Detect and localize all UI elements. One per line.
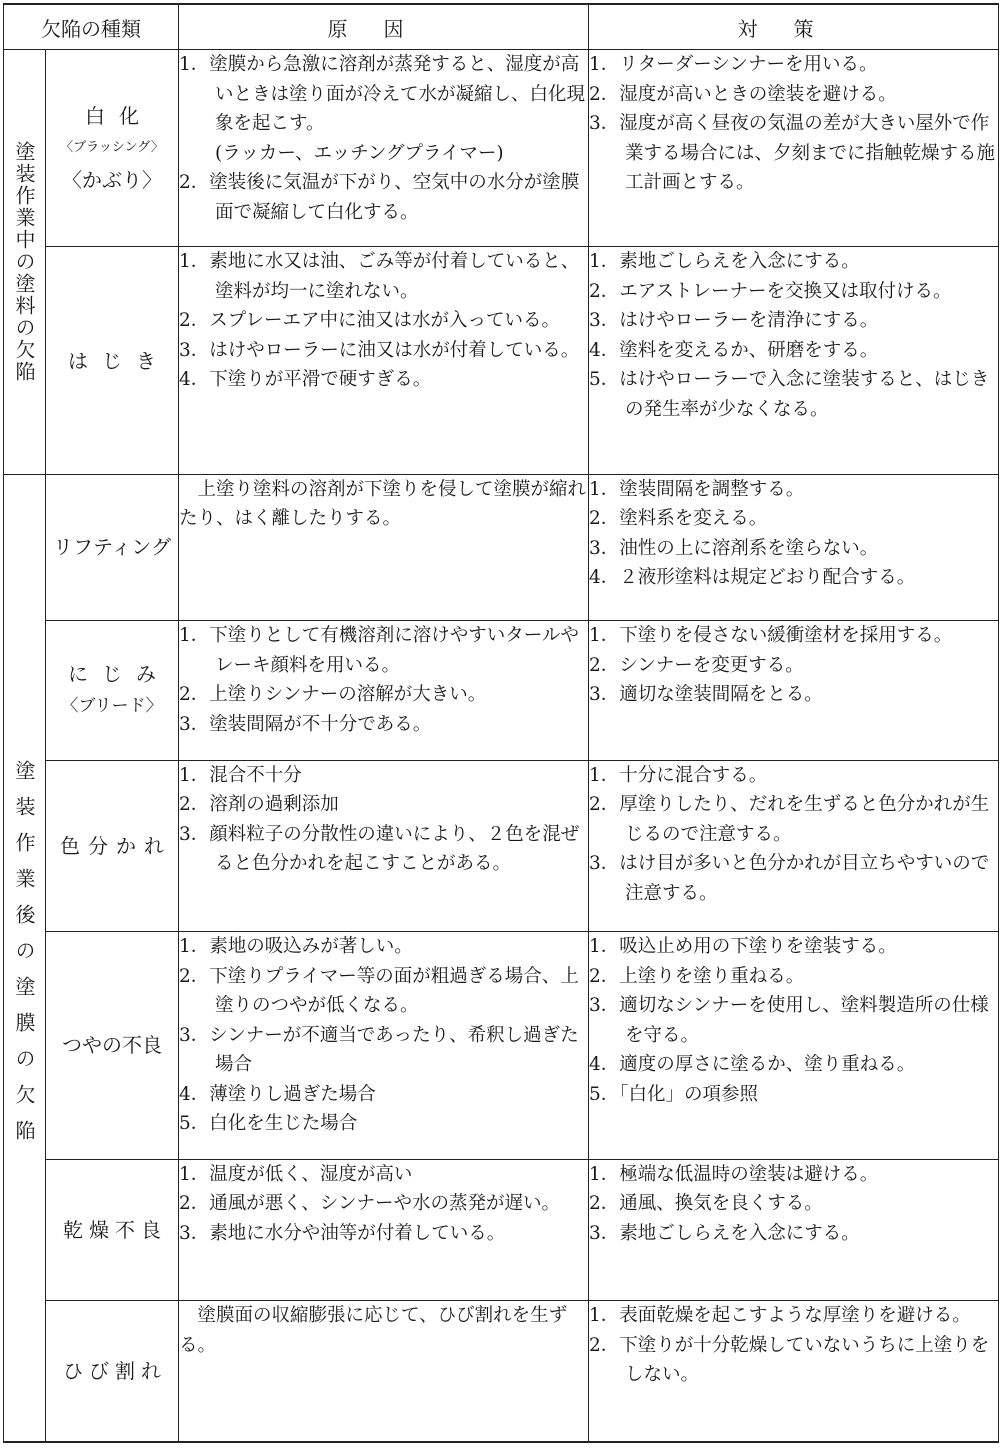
remedy-item: 1．素地ごしらえを入念にする。	[589, 251, 860, 273]
cause-item: 2．下塗りプライマー等の面が粗過ぎる場合、上塗りのつやが低くなる。	[179, 965, 579, 1017]
cause-text: 上塗り塗料の溶剤が下塗りを侵して塗膜が縮れたり、はく離したりする。	[179, 478, 587, 530]
remedy-item: 1．塗装間隔を調整する。	[589, 478, 805, 500]
cause-cell	[179, 760, 589, 932]
cause-item: 2．上塗りシンナーの溶解が大きい。	[179, 684, 487, 706]
row-hajiki	[4, 247, 999, 474]
row-lifting	[4, 474, 999, 620]
remedy-item: 2．塗料系を変える。	[589, 508, 768, 530]
remedy-item: 1．十分に混合する。	[589, 764, 768, 786]
cause-item: 3．はけやローラーに油又は水が付着している。	[179, 339, 580, 361]
cause-cell	[179, 1301, 589, 1443]
remedy-item: 2．湿度が高いときの塗装を避ける。	[589, 83, 897, 105]
defect-name	[46, 247, 179, 474]
row-iro-wakare	[4, 760, 999, 932]
defect-name-text: ひび割れ	[63, 1359, 167, 1383]
remedy-cell	[589, 760, 999, 932]
remedy-item: 2．エアストレーナーを交換又は取付ける。	[589, 280, 952, 302]
cause-cell	[179, 621, 589, 760]
cause-item: 1．混合不十分	[179, 764, 302, 786]
cause-cell	[179, 474, 589, 620]
cause-item: 5．白化を生じた場合	[179, 1113, 358, 1135]
defect-name	[46, 1301, 179, 1443]
cause-item: 2．溶剤の過剰添加	[179, 794, 339, 816]
cause-item: 2．通風が悪く、シンナーや水の蒸発が遅い。	[179, 1193, 560, 1215]
remedy-item: 1．表面乾燥を起こすような厚塗りを避ける。	[589, 1305, 971, 1326]
defect-name-text: はじき	[68, 348, 170, 373]
cause-item: 3．顔料粒子の分散性の違いにより、２色を混ぜると色分かれを起こすことがある。	[179, 823, 580, 875]
header-remedy: 対策	[589, 4, 999, 50]
defect-name-text: 色分かれ	[60, 833, 172, 858]
remedy-item: 3．はけやローラーを清浄にする。	[589, 310, 879, 332]
defect-name-text: 白化	[85, 104, 153, 129]
remedy-item: 5．「白化」の項参照	[589, 1083, 759, 1105]
category-during: 塗装作業中の塗料の欠陥	[4, 50, 46, 474]
remedy-item: 5．はけやローラーで入念に塗装すると、はじきの発生率が少なくなる。	[589, 369, 990, 420]
remedy-item: 1．下塗りを侵さない緩衝塗材を採用する。	[589, 625, 953, 647]
cause-item: 4．下塗りが平滑で硬すぎる。	[179, 369, 432, 391]
cause-item: 3．塗装間隔が不十分である。	[179, 713, 432, 735]
remedy-item: 3．素地ごしらえを入念にする。	[589, 1222, 860, 1244]
remedy-cell	[589, 247, 999, 474]
defect-name	[46, 50, 179, 247]
remedy-item: 3．湿度が高く昼夜の気温の差が大きい屋外で作業する場合には、夕刻までに指触乾燥する施工計画とする。	[589, 113, 996, 194]
cause-cell	[179, 247, 589, 474]
remedy-item: 2．シンナーを変更する。	[589, 654, 804, 676]
defect-name	[46, 1159, 179, 1300]
remedy-item: 4．適度の厚さに塗るか、塗り重ねる。	[589, 1054, 916, 1076]
remedy-item: 3．適切なシンナーを使用し、塗料製造所の仕様を守る。	[589, 995, 989, 1046]
cause-text: 塗膜面の収縮膨張に応じて、ひび割れを生ずる。	[179, 1305, 568, 1356]
cause-item: 1．下塗りとして有機溶剤に溶けやすいタールやレーキ顔料を用いる。	[179, 625, 579, 676]
cause-cell	[179, 1159, 589, 1300]
defect-alias: 〈ブリード〉	[61, 696, 163, 717]
cause-cell	[179, 932, 589, 1159]
row-hakka	[4, 50, 999, 247]
cause-item: 4．薄塗りし過ぎた場合	[179, 1083, 376, 1105]
cause-cell	[179, 50, 589, 247]
row-kanso-furyo	[4, 1159, 999, 1300]
remedy-item: 2．厚塗りしたり、だれを生ずると色分かれが生じるので注意する。	[589, 794, 990, 845]
cause-item: 1．素地に水又は油、ごみ等が付着していると、塗料が均一に塗れない。	[179, 251, 580, 302]
row-tsuya-furyo	[4, 932, 999, 1159]
remedy-cell	[589, 932, 999, 1159]
remedy-item: 1．リターダーシンナーを用いる。	[589, 54, 878, 76]
cause-item: 3．シンナーが不適当であったり、希釈し過ぎた場合	[179, 1024, 579, 1076]
remedy-cell	[589, 50, 999, 247]
remedy-cell	[589, 474, 999, 620]
defect-name-text: 乾燥不良	[63, 1217, 167, 1242]
remedy-item: 4．塗料を変えるか、研磨をする。	[589, 339, 879, 361]
remedy-cell	[589, 621, 999, 760]
remedy-item: 2．上塗りを塗り重ねる。	[589, 965, 805, 987]
header-cause: 原因	[179, 4, 589, 50]
row-hibiware	[4, 1301, 999, 1443]
remedy-cell	[589, 1159, 999, 1300]
cause-item: 1．温度が低く、湿度が高い	[179, 1163, 413, 1185]
cause-item: 1．塗膜から急激に溶剤が蒸発すると、湿度が高いときは塗り面が冷えて水が凝縮し、白化現象を起こす。	[179, 54, 586, 135]
category-after: 塗装作業後の塗膜の欠陥	[4, 474, 46, 1442]
defect-name-text: にじみ	[68, 662, 170, 687]
remedy-item: 2．下塗りが十分乾燥していないうちに上塗りをしない。	[589, 1334, 990, 1385]
header-row	[4, 4, 999, 50]
remedy-item: 4．２液形塗料は規定どおり配合する。	[589, 567, 916, 589]
defect-name	[46, 760, 179, 932]
defect-name	[46, 474, 179, 620]
remedy-item: 3．はけ目が多いと色分かれが目立ちやすいので注意する。	[589, 853, 990, 904]
cause-item: 1．素地の吸込みが著しい。	[179, 936, 413, 958]
defect-name	[46, 621, 179, 760]
row-nijimi	[4, 621, 999, 760]
defect-alias: 〈ブラッシング〉	[60, 140, 164, 156]
header-type: 欠陥の種類	[4, 4, 179, 50]
remedy-item: 3．油性の上に溶剤系を塗らない。	[589, 537, 879, 559]
remedy-item: 1．極端な低温時の塗装は避ける。	[589, 1163, 879, 1185]
cause-item: 3．素地に水分や油等が付着している。	[179, 1222, 506, 1244]
cause-item: 2．スプレーエア中に油又は水が入っている。	[179, 310, 561, 332]
remedy-item: 1．吸込止め用の下塗りを塗装する。	[589, 936, 897, 958]
remedy-item: 2．通風、換気を良くする。	[589, 1193, 823, 1215]
defects-table	[3, 3, 999, 1443]
remedy-item: 3．適切な塗装間隔をとる。	[589, 684, 823, 706]
defect-name-text: つやの不良	[62, 1033, 162, 1058]
defect-alias: 〈かぶり〉	[62, 168, 162, 193]
cause-item: (ラッカー、エッチングプライマー)	[215, 142, 504, 164]
remedy-cell	[589, 1301, 999, 1443]
defect-name-text: リフティング	[53, 535, 171, 560]
defect-name	[46, 932, 179, 1159]
cause-item: 2．塗装後に気温が下がり、空気中の水分が塗膜面で凝縮して白化する。	[179, 172, 580, 223]
